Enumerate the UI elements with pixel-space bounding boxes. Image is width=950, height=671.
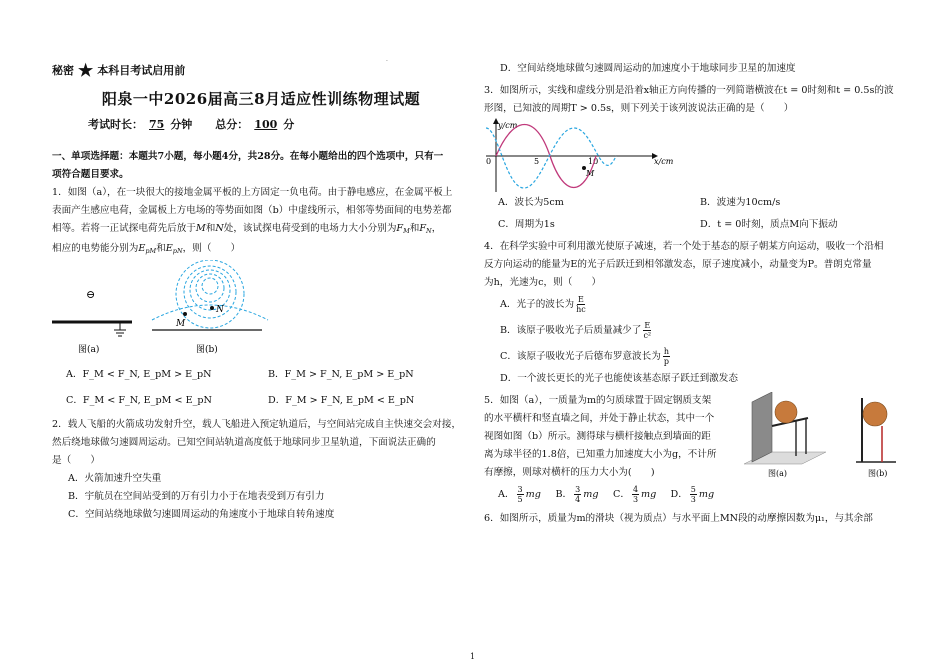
stray-mark: · (386, 58, 388, 65)
point-N (210, 306, 214, 310)
q5-option-b[interactable]: B． $\frac{3}{4}$ mg (555, 485, 599, 504)
exam-time-line (88, 116, 470, 134)
q5-option-a[interactable]: A． $\frac{3}{5}$ mg (498, 485, 541, 504)
q1-figure (52, 260, 470, 376)
ball (775, 401, 797, 423)
y-axis-label: y/cm (498, 121, 518, 130)
label-N: N (216, 305, 224, 315)
point-M-label: M (586, 169, 595, 178)
wave-graph (484, 118, 684, 194)
q6-line1: 6．如图所示，质量为m的滑块（视为质点）与水平面上MN段的动摩擦因数为μ₁，与其余部 (484, 513, 873, 524)
score-unit: 分 (283, 118, 295, 131)
q2-option-d[interactable]: D．空间站绕地球做匀速圆周运动的加速度小于地球同步卫星的加速度 (500, 63, 796, 74)
q4-line1: 4．在科学实验中可利用激光使原子减速，若一个处于基态的原子朝某方向运动，吸收一个沿相 (484, 241, 884, 252)
ball-side (863, 402, 887, 426)
label-M: M (176, 319, 186, 329)
q4-line3: 为h，光速为c，则（ ） (484, 277, 602, 288)
q5-option-d[interactable]: D． $\frac{5}{3}$ mg (670, 485, 715, 504)
exam-title: 阳泉一中2026届高三8月适应性训练物理试题 (101, 90, 421, 108)
fig-a-label: 图(a) (78, 345, 100, 355)
q2-line3: 是（ ） (52, 455, 100, 466)
secret-label: 秘密 (52, 64, 74, 77)
right-column (484, 60, 902, 528)
q3-wave-figure (484, 118, 902, 194)
secret-note: 本科目考试启用前 (97, 64, 186, 77)
q3-options (484, 194, 902, 234)
x-axis-label: x/cm (654, 157, 674, 166)
wall (752, 392, 772, 462)
q4-option-a[interactable]: A．光子的波长为 $\frac{E}{hc}$ (500, 295, 586, 314)
q1-option-a[interactable]: A．F_M < F_N, E_pM > E_pN (66, 369, 212, 380)
q1-figure-svg (52, 260, 470, 376)
q1-option-c[interactable]: C．F_M < F_N, E_pM < E_pN (66, 395, 212, 406)
time-unit: 分钟 (170, 118, 193, 131)
q5-figure (742, 392, 902, 484)
fig-b-label: 图(b) (868, 469, 888, 478)
q2-option-c[interactable]: C．空间站绕地球做匀速圆周运动的角速度小于地球自转角速度 (68, 509, 335, 520)
equipotential-lines (152, 260, 268, 328)
q5-line5: 有摩擦，则球对横杆的压力大小为( ) (484, 467, 655, 478)
q4-option-c[interactable]: C．该原子吸收光子后德布罗意波长为 $\frac{h}{p}$ (500, 347, 669, 366)
page-number: 1 (470, 652, 476, 661)
q2-option-b[interactable]: B．宇航员在空间站受到的万有引力小于在地表受到万有引力 (68, 491, 325, 502)
q1-option-b[interactable]: B．F_M > F_N, E_pM > E_pN (268, 369, 414, 380)
section1-line2: 项符合题目要求。 (52, 169, 129, 180)
q5-block (484, 392, 902, 482)
time-value: 75 (149, 118, 165, 131)
section1-line1: 一、单项选择题：本题共7小题，每小题4分，共28分。在每小题给出的四个选项中，只有一 (52, 151, 444, 162)
secret-header (52, 62, 470, 80)
q3-line1: 3．如图所示，实线和虚线分别是沿着x轴正方向传播的一列简谐横波在t = 0时刻和t = 0.5s的波 (484, 85, 894, 96)
fig-a-label: 图(a) (768, 469, 788, 478)
q2-line1: 2．载人飞船的火箭成功发射升空，载人飞船进入预定轨道后，与空间站完成自主快速交会对接， (52, 419, 462, 430)
q2-option-a[interactable]: A．火箭加速升空失重 (68, 473, 162, 484)
q5-line2: 的水平横杆和竖直墙之间，并处于静止状态，其中一个 (484, 413, 715, 424)
q2-line2: 然后绕地球做匀速圆周运动。已知空间站轨道高度低于地球同步卫星轨道，下面说法正确的 (52, 437, 436, 448)
q3-option-b[interactable]: B．波速为10cm/s (700, 197, 781, 208)
tick-10: 10 (588, 157, 599, 166)
q4-option-b[interactable]: B．该原子吸收光子后质量减少了 $\frac{E}{\text{c²}}$ (500, 321, 652, 340)
q5-option-c[interactable]: C． $\frac{4}{3}$ mg (613, 485, 657, 504)
q5-line1: 5．如图（a），一质量为m的匀质球置于固定钢质支架 (484, 395, 712, 406)
q5-line3: 视图如图（b）所示。测得球与横杆接触点到墙面的距 (484, 431, 711, 442)
left-column (52, 60, 470, 524)
q3-option-c[interactable]: C．周期为1s (498, 219, 555, 230)
q1-option-d[interactable]: D．F_M > F_N, E_pM < E_pN (268, 395, 415, 406)
q3-option-a[interactable]: A．波长为5cm (498, 197, 564, 208)
q1-line3: 相等。若将一正试探电荷先后放于M和N处，该试探电荷受到的电场力大小分别为$F_M$和$F_N$， (52, 223, 442, 235)
score-value: 100 (254, 118, 278, 131)
q4-option-d[interactable]: D．一个波长更长的光子也能使该基态原子跃迁到激发态 (500, 373, 738, 384)
q1-line2: 表面产生感应电荷，金属板上方电场的等势面如图（b）中虚线所示，相邻等势面间的电势差都 (52, 205, 452, 216)
score-label: 总分： (215, 118, 249, 131)
star-icon: ★ (78, 61, 94, 81)
origin-label: 0 (486, 157, 492, 166)
q3-option-d[interactable]: D．t = 0时刻，质点M向下振动 (700, 219, 838, 230)
negative-charge-icon: ⊖ (86, 288, 96, 301)
q1-line4: 相应的电势能分别为$E_{pM}$和$E_{pN}$，则（ ） (52, 243, 241, 255)
fig-b-label: 图(b) (196, 345, 218, 355)
q1-line1: 1．如图（a），在一块很大的接地金属平板的上方固定一负电荷。由于静电感应，在金属平板上 (52, 187, 453, 198)
point-M (183, 312, 187, 316)
q5-line4: 离为球半径的1.8倍，已知重力加速度大小为g，不计所 (484, 449, 717, 460)
q3-line2: 形图，已知波的周期T > 0.5s，则下列关于该列波说法正确的是（ ） (484, 103, 794, 114)
q5-options (484, 482, 728, 508)
time-label: 考试时长： (88, 118, 143, 131)
tick-5: 5 (534, 157, 540, 166)
q4-line2: 反方向运动的能量为E的光子后跃迁到相邻激发态，原子速度减小，动量变为P。普朗克常量 (484, 259, 872, 270)
